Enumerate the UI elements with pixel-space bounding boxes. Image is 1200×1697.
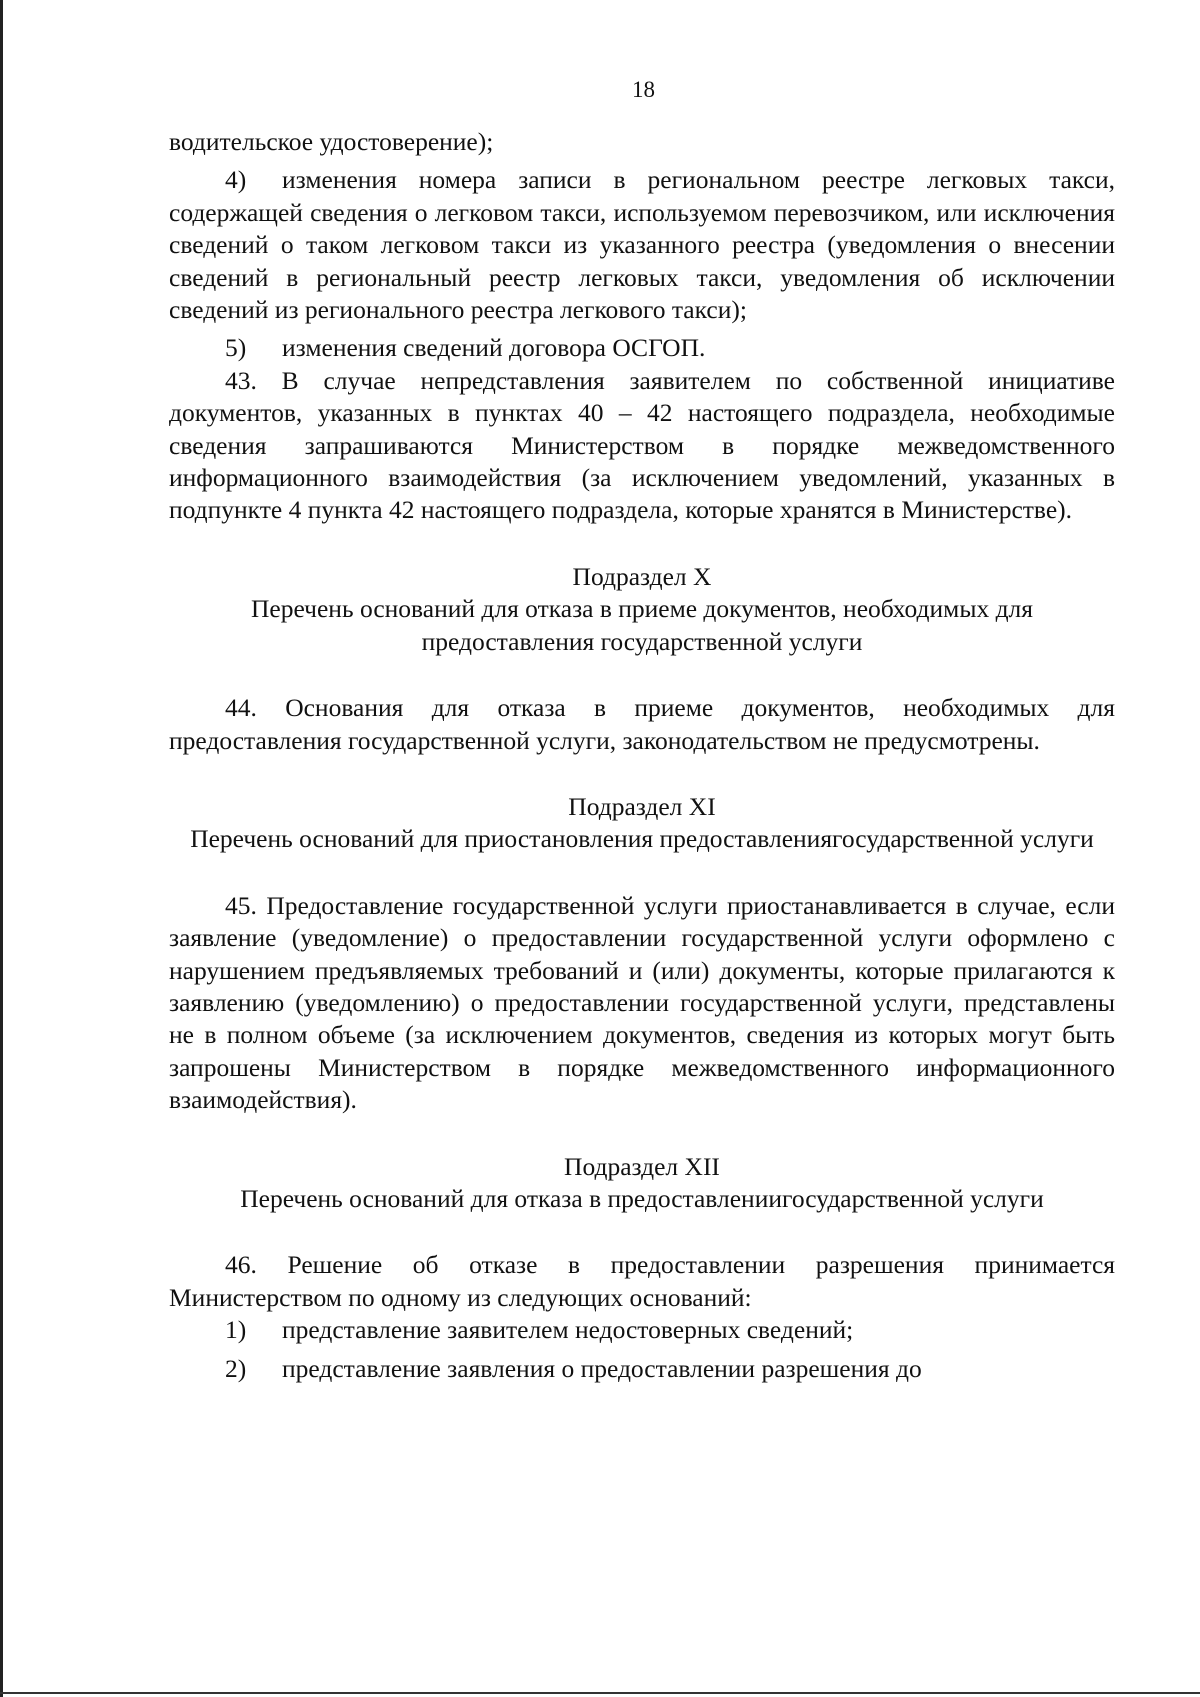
paragraph-44: 44. Основания для отказа в приеме документов, необходимых для предоставления государственной услуги, законодательством не предусмотрены.: [169, 693, 1115, 755]
list-item: [169, 164, 1115, 326]
text-continuation: водительское удостоверение);: [169, 127, 494, 156]
list-item-number: 4): [225, 165, 247, 195]
subsection-heading-xii: [169, 1151, 1115, 1216]
subsection-heading-x: [169, 561, 1115, 658]
list-item-text: представление заявления о предоставлении разрешения до: [282, 1353, 922, 1383]
list-item-text: изменения сведений договора ОСГОП.: [282, 333, 706, 363]
list-item: [169, 1353, 1115, 1385]
paragraph-43: 43. В случае непредставления заявителем по собственной инициативе документов, указанных в пунктах 40 – 42 настоящего подраздела, необходимые сведения запрашиваются Министерством в порядке межведомственного информационного взаимодействия (за исключением уведомлений, указанных в подпункте 4 пункта 42 настоящего подраздела, которые хранятся в Министерстве).: [169, 365, 1115, 525]
subsection-subtitle: Перечень оснований для отказа в приеме документов, необходимых для предоставления государственной услуги: [250, 594, 1034, 656]
list-item: [169, 1314, 1115, 1346]
paragraph-46: 46. Решение об отказе в предоставлении разрешения принимается Министерством по одному из следующих оснований:: [169, 1250, 1115, 1312]
list-item-text: изменения номера записи в региональном реестре легковых такси, содержащей сведения о легковом такси, используемом перевозчиком, или исключения сведений о таком легковом такси из указанного реестра (уведомления о внесении сведений в региональный реестр легковых такси, уведомления об исключении сведений из регионального реестра легкового такси);: [169, 165, 1115, 325]
list-item-number: 2): [225, 1353, 247, 1383]
scan-edge-left: [0, 0, 3, 1697]
list-item-number: 5): [225, 333, 247, 363]
document-body: [169, 126, 1115, 1385]
list-item-number: 1): [225, 1315, 247, 1345]
subsection-subtitle: Перечень оснований для отказа в предоставлениигосударственной услуги: [240, 1183, 1044, 1213]
list-item: [169, 332, 1115, 364]
page-number: 18: [632, 77, 655, 102]
list-item-text: представление заявителем недостоверных сведений;: [282, 1315, 854, 1345]
scan-edge-bottom: [0, 1692, 1200, 1694]
subsection-heading-xi: [169, 791, 1115, 856]
subsection-subtitle: Перечень оснований для приостановления предоставлениягосударственной услуги: [190, 824, 1094, 854]
subsection-title: Подраздел XII: [564, 1151, 720, 1181]
subsection-title: Подраздел XI: [568, 791, 716, 821]
paragraph-45: 45. Предоставление государственной услуги приостанавливается в случае, если заявление (уведомление) о предоставлении государственной услуги оформлено с нарушением предъявляемых требований и (или) документы, которые прилагаются к заявлению (уведомлению) о предоставлении государственной услуги, представлены не в полном объеме (за исключением документов, сведения из которых могут быть запрошены Министерством в порядке межведомственного информационного взаимодействия).: [169, 890, 1115, 1115]
subsection-title: Подраздел X: [572, 561, 712, 591]
